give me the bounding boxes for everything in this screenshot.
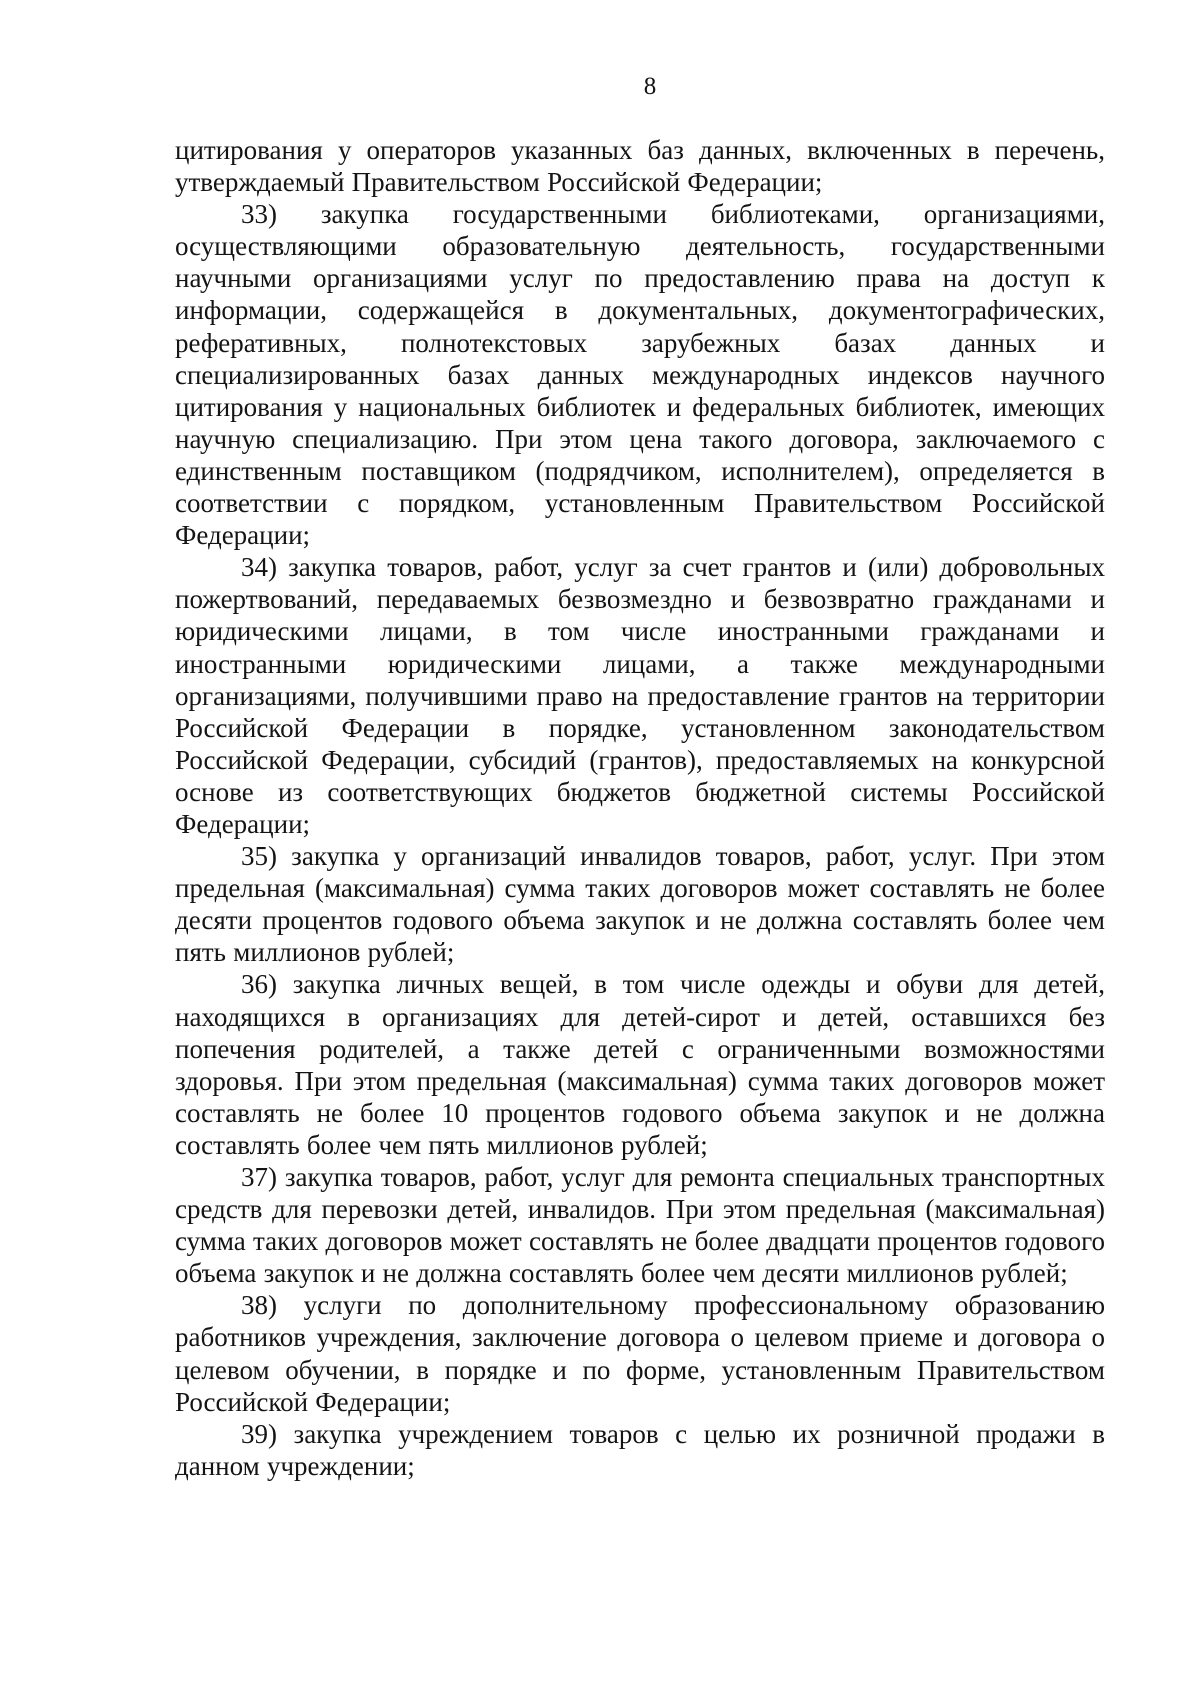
paragraph-item-33: 33) закупка государственными библиотеками, организациями, осуществляющими образовательную деятельность, государственными научными организациями услуг по предоставлению права на доступ к информации, содержащейся в документальных, документографических, реферативных, полнотекстовых зарубежных базах данных и специализированных базах данных международных индексов научного цитирования у национальных библиотек и федеральных библиотек, имеющих научную специализацию. При этом цена такого договора, заключаемого с единственным поставщиком (подрядчиком, исполнителем), определяется в соответствии с порядком, установленным Правительством Российской Федерации;	[175, 199, 1105, 551]
paragraph-item-34: 34) закупка товаров, работ, услуг за счет грантов и (или) добровольных пожертвований, передаваемых безвозмездно и безвозвратно гражданами и юридическими лицами, в том числе иностранными гражданами и иностранными юридическими лицами, а также международными организациями, получившими право на предоставление грантов на территории Российской Федерации в порядке, установленном законодательством Российской Федерации, субсидий (грантов), предоставляемых на конкурсной основе из соответствующих бюджетов бюджетной системы Российской Федерации;	[175, 552, 1105, 839]
paragraph-item-35: 35) закупка у организаций инвалидов товаров, работ, услуг. При этом предельная (максимальная) сумма таких договоров может составлять не более десяти процентов годового объема закупок и не должна составлять более чем пять миллионов рублей;	[175, 841, 1105, 968]
paragraph-item-39: 39) закупка учреждением товаров с целью их розничной продажи в данном учреждении;	[175, 1418, 1105, 1481]
paragraph-item-38: 38) услуги по дополнительному профессиональному образованию работников учреждения, заключение договора о целевом приеме и договора о целевом обучении, в порядке и по форме, установленным Правительством Российской Федерации;	[175, 1290, 1105, 1417]
paragraph-item-37: 37) закупка товаров, работ, услуг для ремонта специальных транспортных средств для перевозки детей, инвалидов. При этом предельная (максимальная) сумма таких договоров может составлять не более двадцати процентов годового объема закупок и не должна составлять более чем десяти миллионов рублей;	[175, 1162, 1105, 1289]
paragraph-continuation: цитирования у операторов указанных баз данных, включенных в перечень, утверждаемый Правительством Российской Федерации;	[175, 135, 1105, 198]
page-number: 8	[643, 73, 657, 100]
document-body	[175, 134, 1105, 1482]
paragraph-item-36: 36) закупка личных вещей, в том числе одежды и обуви для детей, находящихся в организациях для детей-сирот и детей, оставшихся без попечения родителей, а также детей с ограниченными возможностями здоровья. При этом предельная (максимальная) сумма таких договоров может составлять не более 10 процентов годового объема закупок и не должна составлять более чем пять миллионов рублей;	[175, 969, 1105, 1160]
